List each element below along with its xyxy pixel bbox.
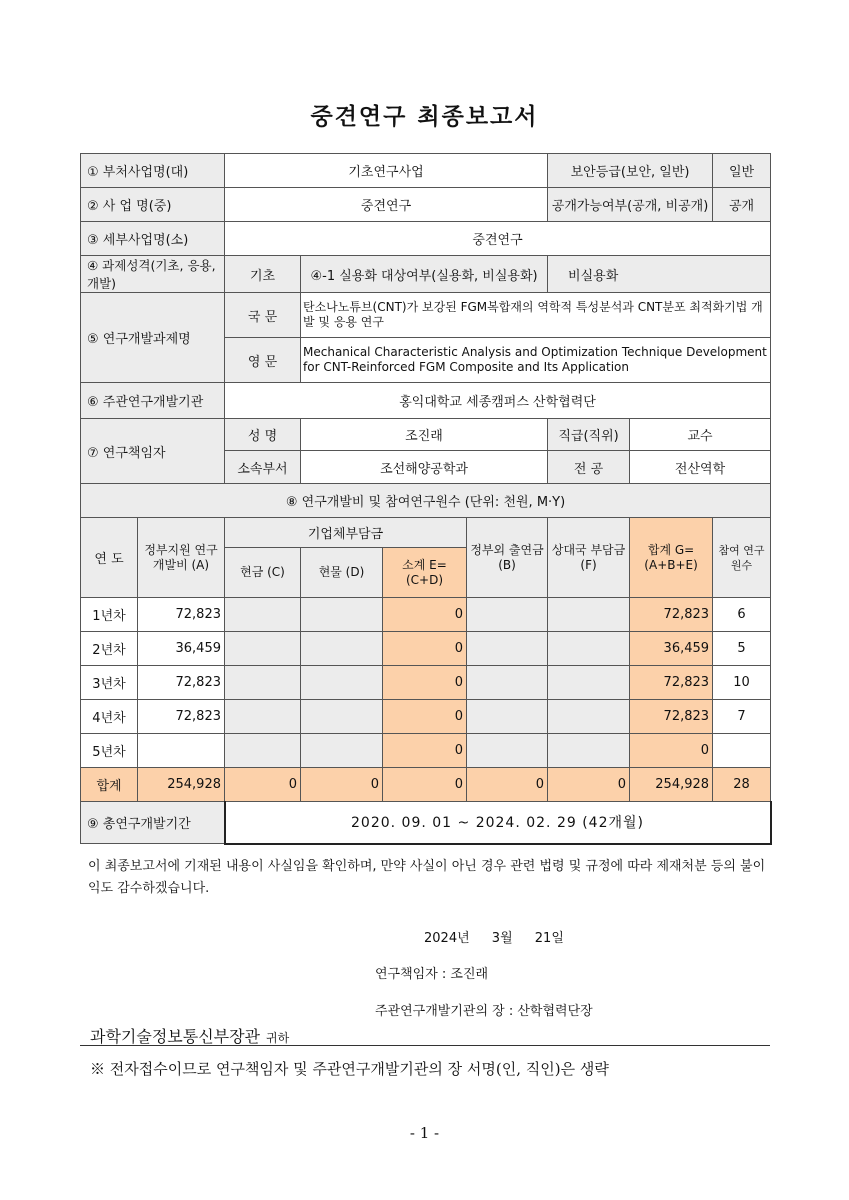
- position-value: 교수: [630, 419, 771, 451]
- disclosure-value: 공개: [713, 188, 771, 222]
- budget-header-cash: 현금 (C): [225, 548, 301, 598]
- budget-gov: [138, 734, 225, 768]
- budget-foreign: [548, 734, 630, 768]
- budget-sum-row: [81, 768, 771, 802]
- budget-header-total: 합계 G=(A+B+E): [630, 518, 713, 598]
- name-value: 조진래: [301, 419, 548, 451]
- ministry-value: 기초연구사업: [225, 154, 548, 188]
- budget-header-inkind: 현물 (D): [301, 548, 383, 598]
- budget-researchers: [713, 734, 771, 768]
- budget-sum-nongov: 0: [467, 768, 548, 802]
- practical-label: ④-1 실용화 대상여부(실용화, 비실용화): [301, 256, 548, 293]
- security-label: 보안등급(보안, 일반): [548, 154, 713, 188]
- budget-sum-cash: 0: [225, 768, 301, 802]
- budget-row: [81, 666, 771, 700]
- budget-year: 2년차: [81, 632, 138, 666]
- report-summary-table: [80, 153, 772, 845]
- budget-subtotal: 0: [383, 700, 467, 734]
- budget-gov: 36,459: [138, 632, 225, 666]
- budget-header-nongov: 정부외 출연금 (B): [467, 518, 548, 598]
- budget-foreign: [548, 598, 630, 632]
- signature-footnote: ※ 전자접수이므로 연구책임자 및 주관연구개발기관의 장 서명(인, 직인)은 생략: [90, 1060, 609, 1078]
- budget-inkind: [301, 700, 383, 734]
- budget-foreign: [548, 666, 630, 700]
- budget-inkind: [301, 666, 383, 700]
- budget-cash: [225, 598, 301, 632]
- budget-header-researchers: 참여 연구원수: [713, 518, 771, 598]
- budget-year: 1년차: [81, 598, 138, 632]
- budget-researchers: 5: [713, 632, 771, 666]
- budget-year: 5년차: [81, 734, 138, 768]
- practical-value: 비실용화: [548, 256, 771, 293]
- ministry-label: ① 부처사업명(대): [81, 154, 225, 188]
- english-title-label: 영 문: [225, 338, 301, 383]
- program-value: 중견연구: [225, 188, 548, 222]
- korean-title-label: 국 문: [225, 293, 301, 338]
- budget-year: 4년차: [81, 700, 138, 734]
- program-label: ② 사 업 명(중): [81, 188, 225, 222]
- page-title: 중견연구 최종보고서: [310, 104, 539, 130]
- project-title-label: ⑤ 연구개발과제명: [81, 293, 225, 383]
- budget-header-subtotal: 소계 E=(C+D): [383, 548, 467, 598]
- budget-foreign: [548, 700, 630, 734]
- pi-label: ⑦ 연구책임자: [81, 419, 225, 484]
- budget-cash: [225, 734, 301, 768]
- budget-inkind: [301, 734, 383, 768]
- date-year: 2024년: [424, 931, 470, 946]
- budget-header-foreign: 상대국 부담금 (F): [548, 518, 630, 598]
- institution-label: ⑥ 주관연구개발기관: [81, 383, 225, 419]
- budget-foreign: [548, 632, 630, 666]
- recipient: [90, 1024, 289, 1047]
- budget-row: [81, 598, 771, 632]
- security-value: 일반: [713, 154, 771, 188]
- major-value: 전산역학: [630, 451, 771, 484]
- budget-inkind: [301, 598, 383, 632]
- budget-total: 72,823: [630, 598, 713, 632]
- period-label: ⑨ 총연구개발기간: [81, 802, 225, 844]
- budget-sum-inkind: 0: [301, 768, 383, 802]
- budget-subtotal: 0: [383, 632, 467, 666]
- budget-gov: 72,823: [138, 666, 225, 700]
- dept-value: 조선해양공학과: [301, 451, 548, 484]
- budget-nongov: [467, 632, 548, 666]
- budget-sum-gov: 254,928: [138, 768, 225, 802]
- budget-row: [81, 700, 771, 734]
- budget-nongov: [467, 734, 548, 768]
- budget-section-title: ⑧ 연구개발비 및 참여연구원수 (단위: 천원, M·Y): [81, 484, 771, 518]
- budget-subtotal: 0: [383, 666, 467, 700]
- budget-row: [81, 632, 771, 666]
- budget-researchers: 7: [713, 700, 771, 734]
- budget-total: 72,823: [630, 666, 713, 700]
- korean-title: 탄소나노튜브(CNT)가 보강된 FGM복합재의 역학적 특성분석과 CNT분포 최적화기법 개발 및 응용 연구: [301, 293, 771, 338]
- divider: [80, 1045, 770, 1046]
- budget-subtotal: 0: [383, 598, 467, 632]
- budget-researchers: 10: [713, 666, 771, 700]
- disclosure-label: 공개가능여부(공개, 비공개): [548, 188, 713, 222]
- page-number: - 1 -: [409, 1124, 440, 1142]
- budget-gov: 72,823: [138, 700, 225, 734]
- budget-inkind: [301, 632, 383, 666]
- budget-nongov: [467, 700, 548, 734]
- institution-value: 홍익대학교 세종캠퍼스 산학협력단: [225, 383, 771, 419]
- budget-total: 72,823: [630, 700, 713, 734]
- recipient-name: 과학기술정보통신부장관: [90, 1027, 261, 1046]
- period-value: 2020. 09. 01 ~ 2024. 02. 29 (42개월): [225, 802, 771, 844]
- budget-header-gov: 정부지원 연구개발비 (A): [138, 518, 225, 598]
- recipient-suffix: 귀하: [266, 1031, 290, 1045]
- budget-sum-year: 합계: [81, 768, 138, 802]
- budget-researchers: 6: [713, 598, 771, 632]
- date-month: 3월: [491, 931, 513, 946]
- budget-total: 0: [630, 734, 713, 768]
- budget-row: [81, 734, 771, 768]
- report-date: [424, 927, 580, 946]
- confirmation-notice: 이 최종보고서에 기재된 내용이 사실임을 확인하며, 만약 사실이 아닌 경우 관련 법령 및 규정에 따라 제재처분 등의 불이익도 감수하겠습니다.: [88, 859, 766, 896]
- budget-subtotal: 0: [383, 734, 467, 768]
- responsible-researcher: 연구책임자 : 조진래: [375, 967, 489, 982]
- budget-header-year: 연 도: [81, 518, 138, 598]
- budget-sum-total: 254,928: [630, 768, 713, 802]
- budget-sum-researchers: 28: [713, 768, 771, 802]
- budget-total: 36,459: [630, 632, 713, 666]
- nature-label: ④ 과제성격(기초, 응용, 개발): [81, 256, 225, 293]
- subprogram-label: ③ 세부사업명(소): [81, 222, 225, 256]
- budget-header-company: 기업체부담금: [225, 518, 467, 548]
- organization-head: 주관연구개발기관의 장 : 산학협력단장: [375, 1004, 593, 1019]
- budget-cash: [225, 700, 301, 734]
- budget-cash: [225, 666, 301, 700]
- date-day: 21일: [534, 931, 564, 946]
- budget-gov: 72,823: [138, 598, 225, 632]
- english-title: Mechanical Characteristic Analysis and Optimization Technique Development for CNT-Reinforced FGM Composite and Its Application: [301, 338, 771, 383]
- major-label: 전 공: [548, 451, 630, 484]
- nature-value: 기초: [225, 256, 301, 293]
- position-label: 직급(직위): [548, 419, 630, 451]
- budget-cash: [225, 632, 301, 666]
- budget-nongov: [467, 598, 548, 632]
- budget-sum-foreign: 0: [548, 768, 630, 802]
- budget-sum-subtotal: 0: [383, 768, 467, 802]
- budget-nongov: [467, 666, 548, 700]
- name-label: 성 명: [225, 419, 301, 451]
- subprogram-value: 중견연구: [225, 222, 771, 256]
- dept-label: 소속부서: [225, 451, 301, 484]
- budget-year: 3년차: [81, 666, 138, 700]
